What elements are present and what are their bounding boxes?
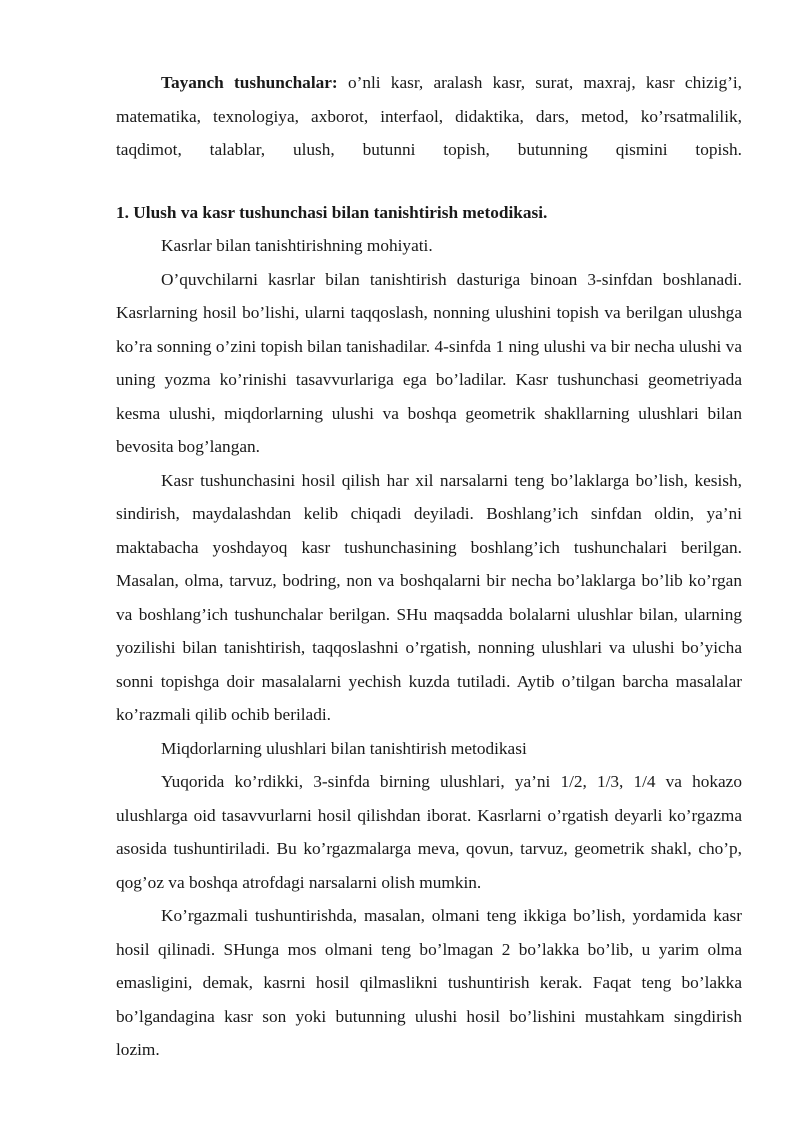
- keywords-text: o’nli kasr, aralash kasr, surat, maxraj, kasr chizig’i, matematika, texnologiya, axborot, interfaol, didaktika, dars, metod, ko’rsatmalilik, taqdimot, talablar, ulush, butunni topish, butunning qismini topish.: [116, 73, 742, 159]
- subtitle-1: Kasrlar bilan tanishtirishning mohiyati.: [161, 236, 433, 255]
- keywords-label: Tayanch tushunchalar:: [161, 73, 338, 92]
- keywords-paragraph: [116, 66, 742, 167]
- paragraph-4: Ko’rgazmali tushuntirishda, masalan, olmani teng ikkiga bo’lish, yordamida kasr hosil qilinadi. SHunga mos olmani teng bo’lmagan 2 bo’lakka bo’lib, u yarim olma emasligini, demak, kasrni hosil qilmaslikni tushuntirish kerak. Faqat teng bo’lakka bo’lgandagina kasr son yoki butunning ulushi hosil bo’lishini mustahkam singdirish lozim.: [116, 906, 742, 1059]
- section-title: 1. Ulush va kasr tushunchasi bilan tanishtirish metodikasi.: [116, 202, 548, 222]
- paragraph-1: O’quvchilarni kasrlar bilan tanishtirish dasturiga binoan 3-sinfdan boshlanadi. Kasrlarning hosil bo’lishi, ularni taqqoslash, nonning ulushini topish va berilgan ulushga ko’ra sonning o’zini topish bilan tanishadilar. 4-sinfda 1 ning ulushi va bir necha ulushi va uning yozma ko’rinishi tasavvurlariga ega bo’ladilar. Kasr tushunchasi geometriyada kesma ulushi, miqdorlarning ulushi va boshqa geometrik shakllarning ulushlari bilan bevosita bog’langan.: [116, 269, 742, 456]
- paragraph-2: Kasr tushunchasini hosil qilish har xil narsalarni teng bo’laklarga bo’lish, kesish, sindirish, maydalashdan kelib chiqadi deyiladi. Boshlang’ich sinfdan oldin, ya’ni maktabacha yoshdayoq kasr tushunchasining boshlang’ich tushunchalari berilgan. Masalan, olma, tarvuz, bodring, non va boshqalarni bir necha bo’laklarga bo’lib ko’rgan va boshlang’ich tushunchalar berilgan. SHu maqsadda bolalarni ulushlar bilan, ularning yozilishi bilan tanishtirish, taqqoslashni o’rgatish, nonning ulushlari va ulushi bo’yicha sonni topishga doir masalalarni yechish kuzda tutiladi. Aytib o’tilgan barcha masalalar ko’razmali qilib ochib beriladi.: [116, 470, 742, 724]
- paragraph-3: Yuqorida ko’rdikki, 3-sinfda birning ulushlari, ya’ni 1/2, 1/3, 1/4 va hokazo ulushlarga oid tasavvurlarni hosil qilishdan iborat. Kasrlarni o’rgatish deyarli ko’rgazma asosida tushuntiriladi. Bu ko’rgazmalarga meva, qovun, tarvuz, geometrik shakl, cho’p, qog’oz va boshqa atrofdagi narsalarni olish mumkin.: [116, 772, 742, 892]
- subtitle-2: Miqdorlarning ulushlari bilan tanishtirish metodikasi: [161, 738, 527, 758]
- document-page: [116, 66, 742, 1067]
